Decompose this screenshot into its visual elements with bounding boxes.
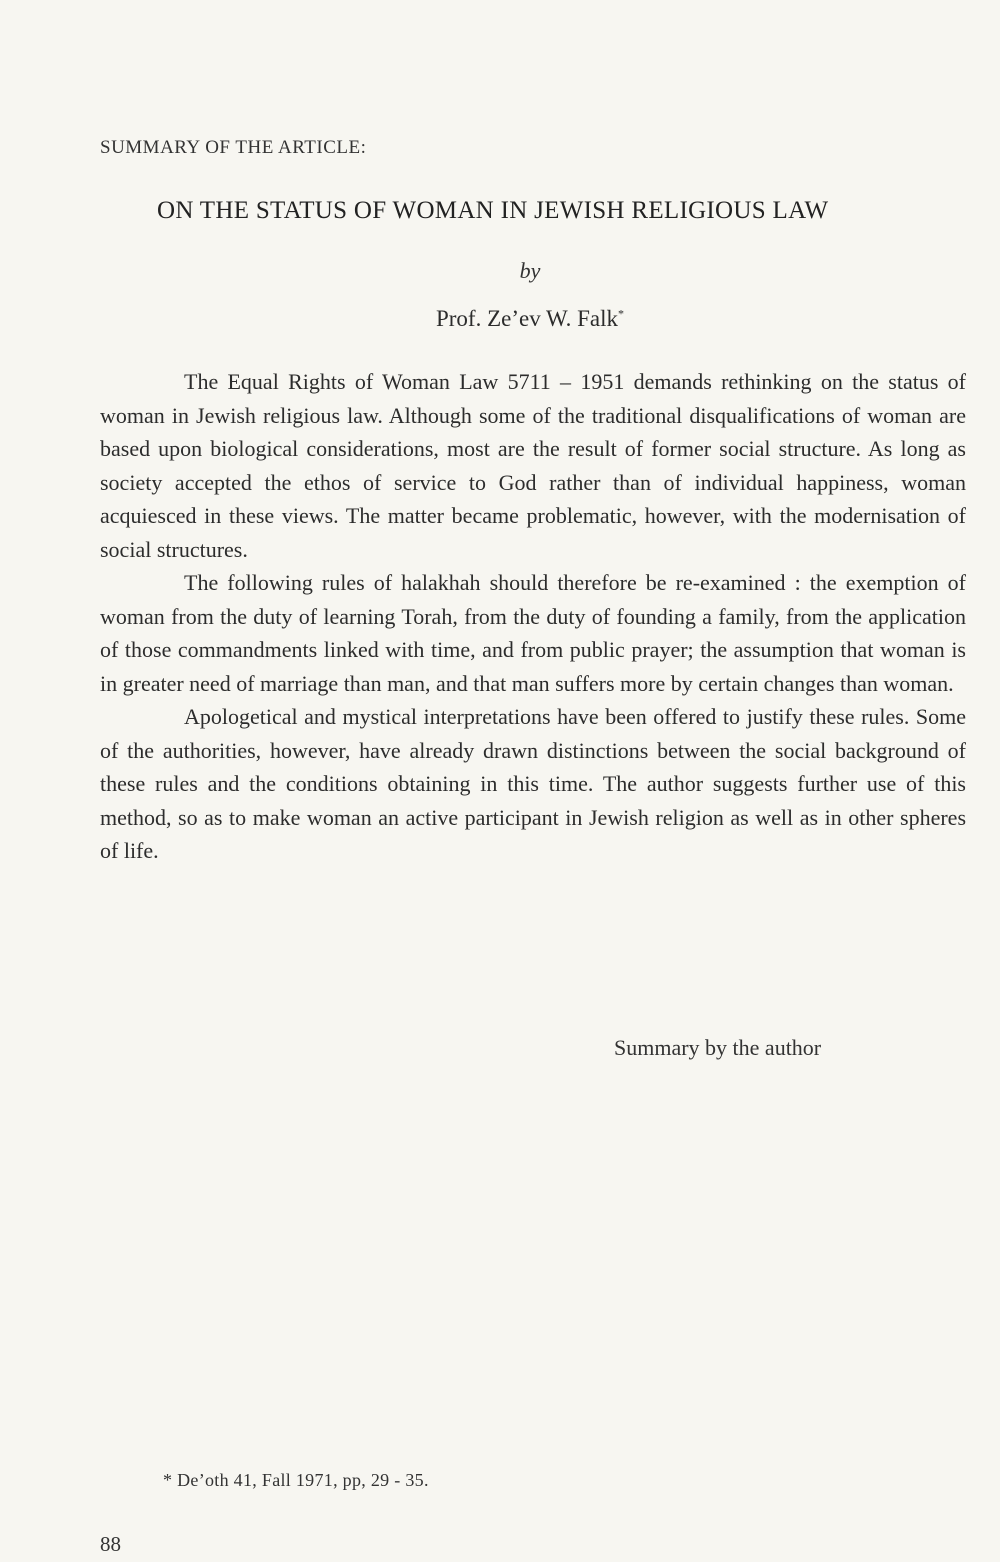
- page-number: 88: [100, 1532, 121, 1556]
- body-paragraph: The Equal Rights of Woman Law 5711 – 1951 demands rethinking on the status of woman in Jewish religious law. Although some of the traditional disqualifications of woman are based upon biological considerations, most are the result of former social structure. As long as society accepted the ethos of service to God rather than of individual happiness, woman acquiesced in these views. The matter became problematic, however, with the modernisation of social structures.: [100, 369, 966, 562]
- article-title: ON THE STATUS OF WOMAN IN JEWISH RELIGIOUS LAW: [157, 197, 829, 224]
- byline-by: by: [519, 258, 541, 283]
- author-footnote-mark: *: [618, 306, 625, 321]
- footnote: * De’oth 41, Fall 1971, pp, 29 - 35.: [163, 1470, 429, 1490]
- author-name-text: Prof. Ze’ev W. Falk: [435, 306, 619, 331]
- author-name: [0, 306, 1000, 332]
- summary-body: [100, 365, 966, 868]
- summary-signature: Summary by the author: [614, 1035, 822, 1060]
- body-paragraph: Apologetical and mystical interpretations have been offered to justify these rules. Some of the authorities, however, have already drawn distinctions between the social background of these rules and the conditions obtaining in this time. The author suggests further use of this method, so as to make woman an active participant in Jewish religion as well as in other spheres of life.: [100, 704, 966, 863]
- body-paragraph: The following rules of halakhah should therefore be re-examined : the exemption of woman from the duty of learning Torah, from the duty of founding a family, from the application of those commandments linked with time, and from public prayer; the assumption that woman is in greater need of marriage than man, and that man suffers more by certain changes than woman.: [100, 570, 966, 696]
- article-kicker: SUMMARY OF THE ARTICLE:: [100, 137, 367, 158]
